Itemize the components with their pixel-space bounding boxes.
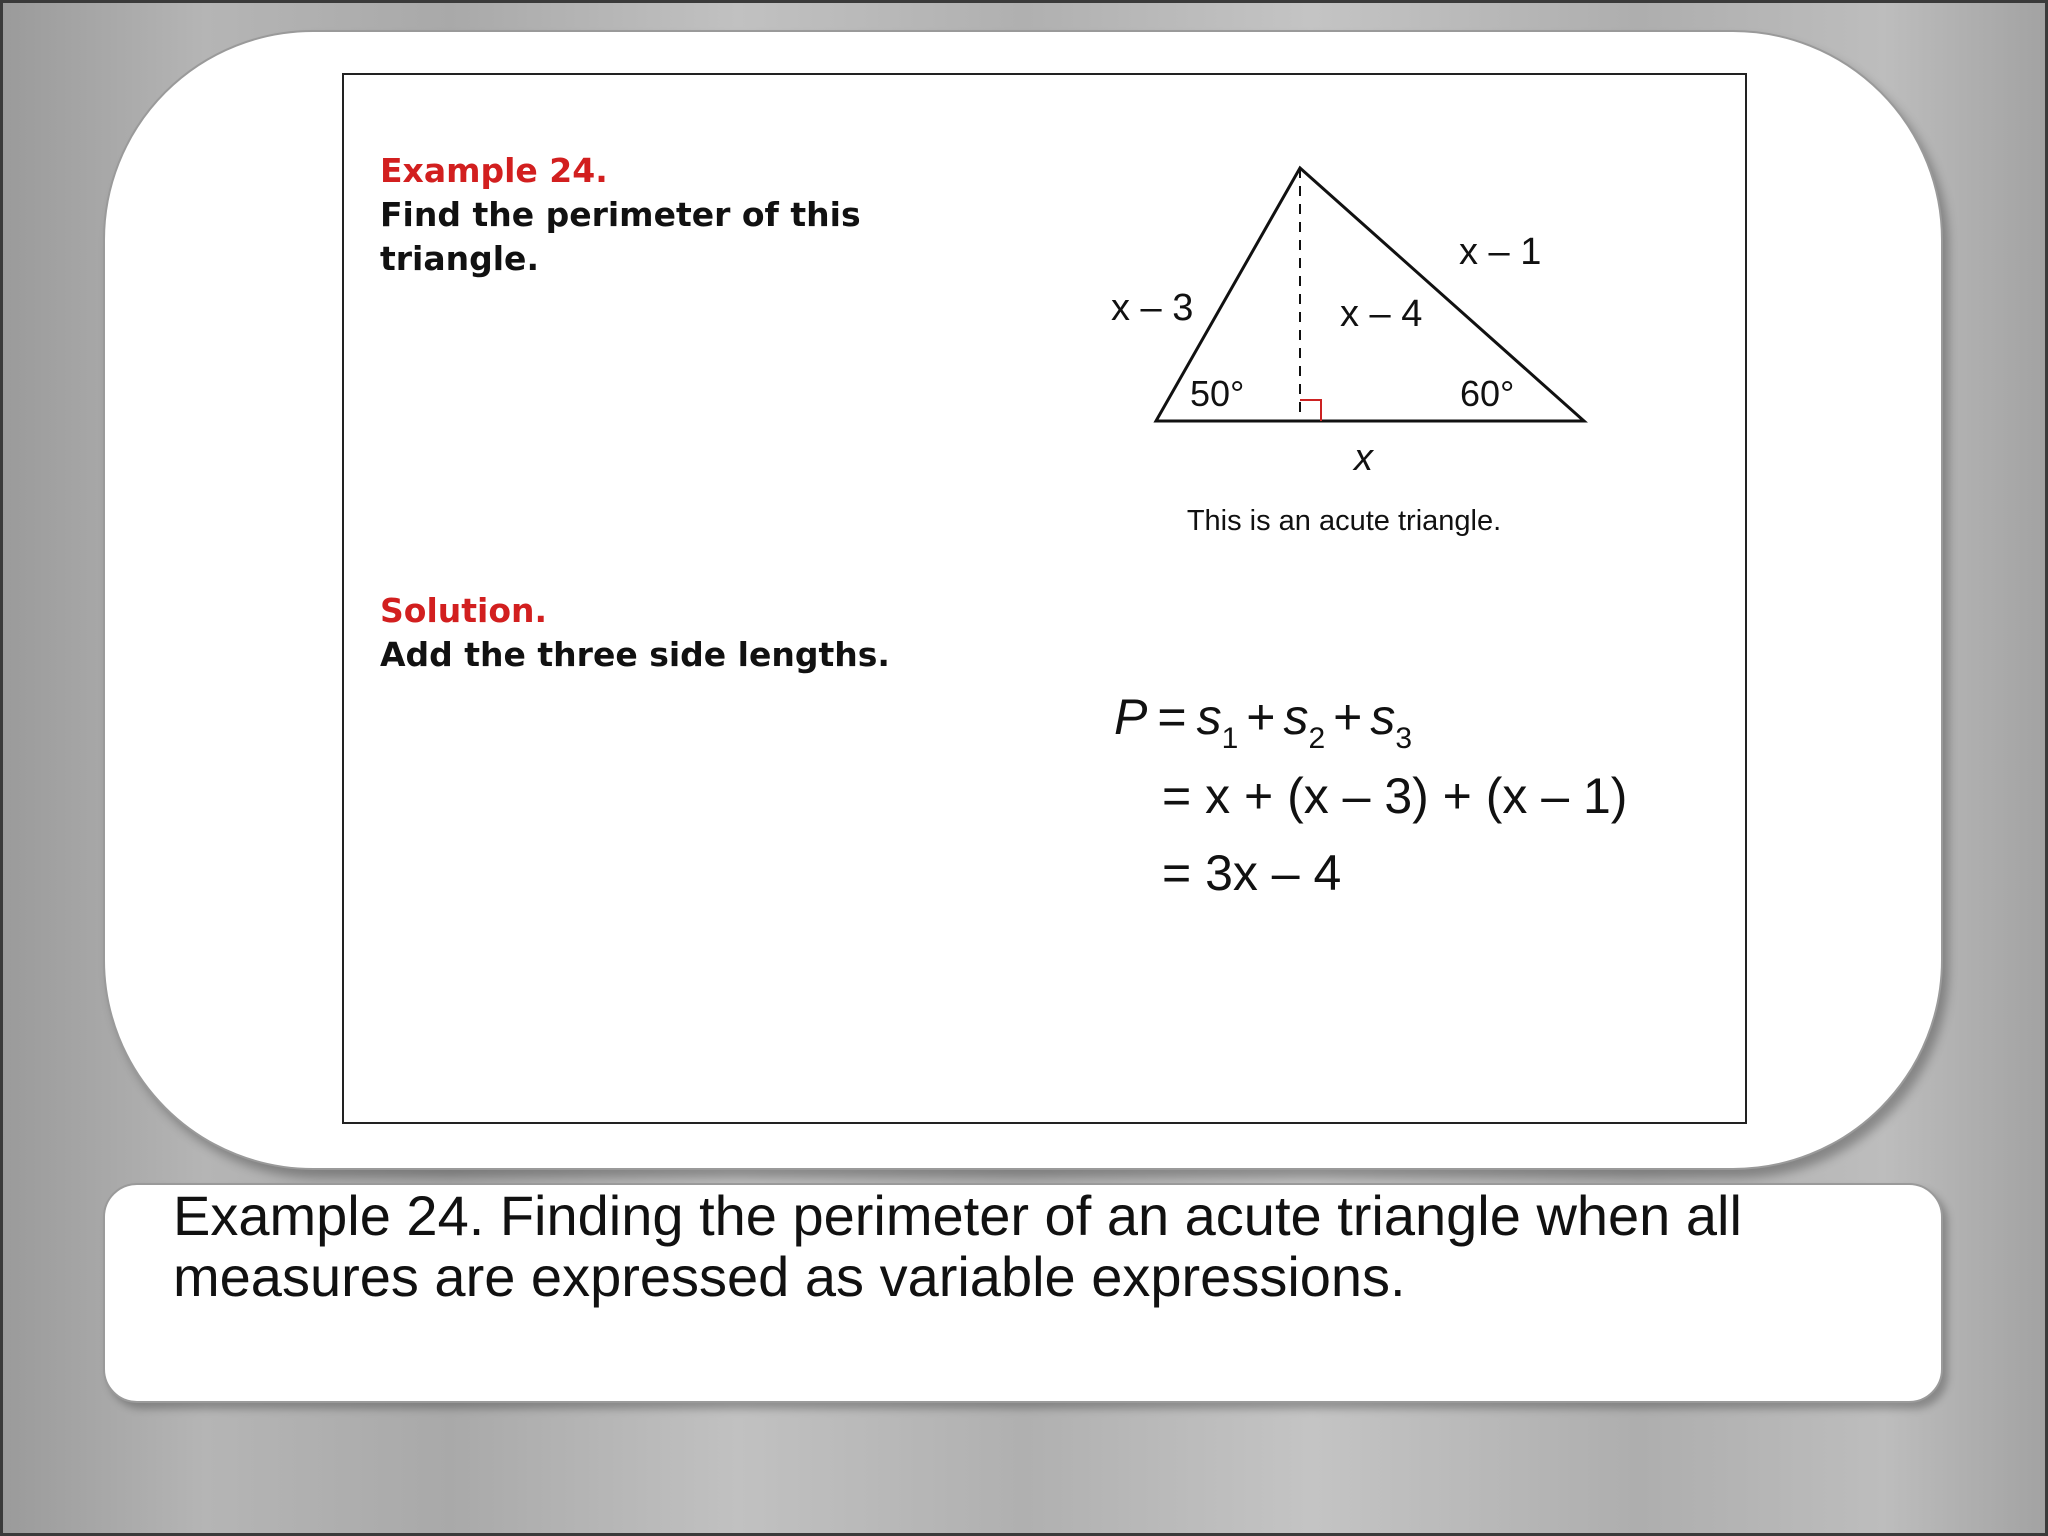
right-side-label: x – 1: [1459, 231, 1542, 273]
eq-sub1: 1: [1221, 722, 1239, 755]
problem-line-2: triangle.: [380, 239, 539, 278]
eq-equals: =: [1157, 689, 1187, 745]
base-label: x: [1354, 437, 1373, 479]
eq-plus1: +: [1246, 689, 1276, 745]
equation-line-2: = x + (x – 3) + (x – 1): [1162, 768, 1628, 824]
example-title: Example 24.: [380, 151, 608, 190]
slide-card: [342, 73, 1747, 1124]
right-angle-label: 60°: [1460, 373, 1515, 414]
caption-line-1: Example 24. Finding the perimeter of an acute triangle when all: [173, 1184, 1742, 1247]
left-angle-label: 50°: [1190, 373, 1245, 414]
equation-line-3: = 3x – 4: [1162, 845, 1342, 901]
caption-line-2: measures are expressed as variable expressions.: [173, 1245, 1406, 1308]
height-label: x – 4: [1340, 293, 1423, 335]
solution-text: Add the three side lengths.: [380, 635, 890, 674]
caption-panel: [103, 1183, 1943, 1403]
eq-p: P: [1114, 689, 1148, 745]
triangle-figure: [344, 75, 1745, 1122]
eq-s3: s: [1370, 689, 1396, 745]
eq-sub2: 2: [1308, 722, 1326, 755]
eq-plus2: +: [1333, 689, 1363, 745]
left-side-label: x – 3: [1111, 287, 1194, 329]
equation-line-1: [1114, 689, 1412, 755]
eq-sub3: 3: [1395, 722, 1413, 755]
eq-s2: s: [1283, 689, 1309, 745]
solution-title: Solution.: [380, 591, 548, 630]
eq-s1: s: [1196, 689, 1222, 745]
figure-caption: This is an acute triangle.: [1186, 505, 1502, 537]
right-angle-mark: [1300, 400, 1321, 421]
problem-line-1: Find the perimeter of this: [380, 195, 861, 234]
